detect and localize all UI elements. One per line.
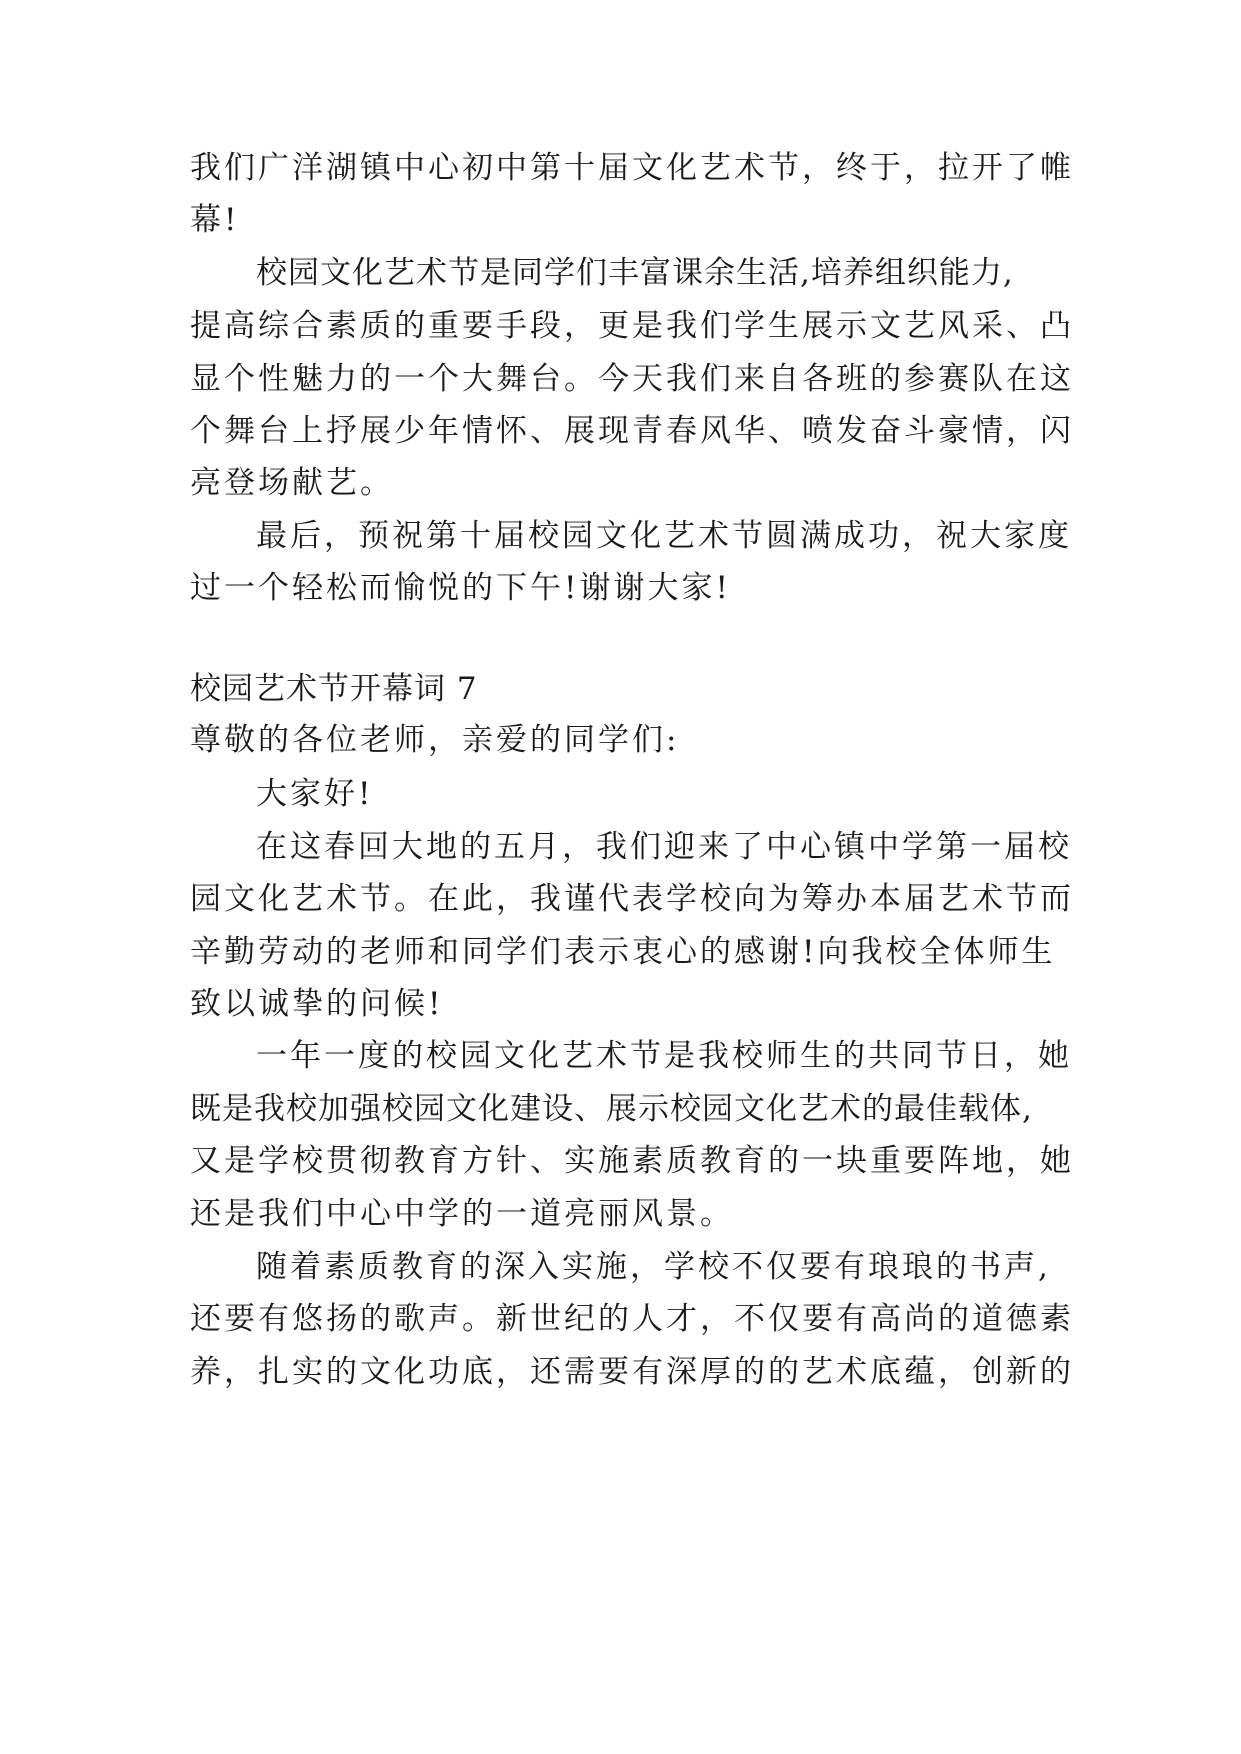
paragraph-3-line-1: 最后，预祝第十届校园文化艺术节圆满成功，祝大家度 — [256, 518, 1072, 554]
paragraph-2-line-4: 个舞台上抒展少年情怀、展现青春风华、喷发奋斗豪情，闪 — [190, 413, 1074, 449]
paragraph-5-line-3: 又是学校贯彻教育方针、实施素质教育的一块重要阵地，她 — [190, 1143, 1074, 1179]
section-title: 校园艺术节开幕词 7 — [190, 671, 478, 707]
paragraph-6-line-2: 还要有悠扬的歌声。新世纪的人才，不仅要有高尚的道德素 — [190, 1301, 1074, 1337]
paragraph-5-line-4: 还是我们中心中学的一道亮丽风景。 — [190, 1196, 734, 1232]
salutation: 尊敬的各位老师，亲爱的同学们: — [190, 722, 680, 758]
paragraph-5-line-1: 一年一度的校园文化艺术节是我校师生的共同节日，她 — [256, 1038, 1072, 1074]
paragraph-4-line-1: 在这春回大地的五月，我们迎来了中心镇中学第一届校 — [256, 829, 1072, 865]
paragraph-1-line-2: 幕! — [190, 202, 240, 238]
paragraph-2-line-2: 提高综合素质的重要手段，更是我们学生展示文艺风采、凸 — [190, 308, 1074, 344]
paragraph-6-line-1: 随着素质教育的深入实施，学校不仅要有琅琅的书声, — [256, 1249, 1051, 1285]
paragraph-2-line-1: 校园文化艺术节是同学们丰富课余生活,培养组织能力, — [256, 255, 1014, 291]
paragraph-5-line-2: 既是我校加强校园文化建设、展示校园文化艺术的最佳载体, — [190, 1091, 1033, 1127]
paragraph-6-line-3: 养，扎实的文化功底，还需要有深厚的的艺术底蕴，创新的 — [190, 1354, 1074, 1390]
paragraph-2-line-5: 亮登场献艺。 — [190, 465, 394, 501]
paragraph-2-line-3: 显个性魅力的一个大舞台。今天我们来自各班的参赛队在这 — [190, 361, 1074, 397]
greeting: 大家好! — [256, 776, 374, 812]
paragraph-4-line-4: 致以诚挚的问候! — [190, 986, 444, 1022]
paragraph-3-line-2: 过一个轻松而愉悦的下午!谢谢大家! — [190, 570, 731, 606]
paragraph-1-line-1: 我们广洋湖镇中心初中第十届文化艺术节，终于，拉开了帷 — [190, 150, 1074, 186]
paragraph-4-line-3: 辛勤劳动的老师和同学们表示衷心的感谢!向我校全体师生 — [190, 934, 1056, 970]
paragraph-4-line-2: 园文化艺术节。在此，我谨代表学校向为筹办本届艺术节而 — [190, 881, 1074, 917]
